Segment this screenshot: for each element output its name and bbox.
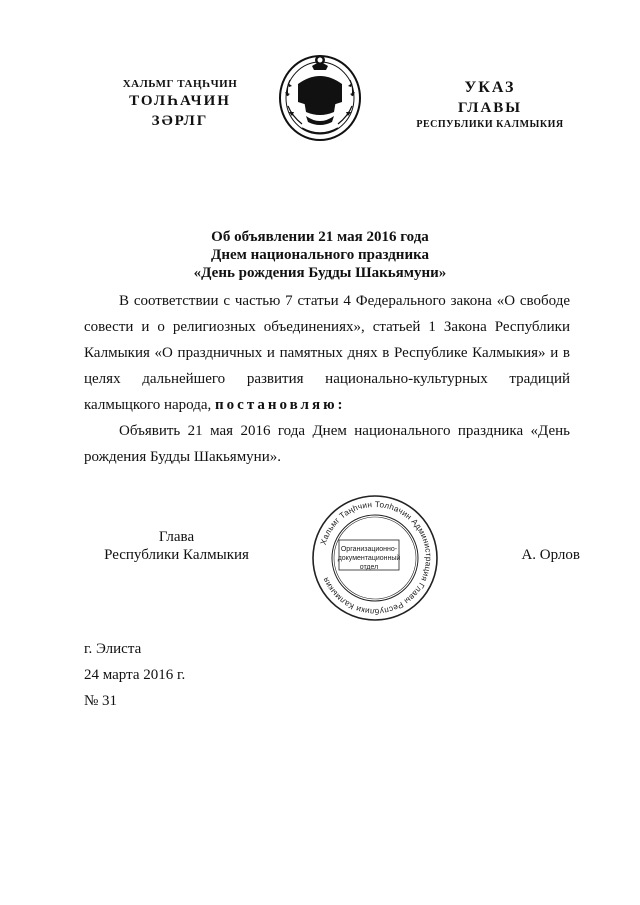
paragraph-1-text: В соответствии с частью 7 статьи 4 Федерального закона «О свободе совести и о религиозных объединениях», статьей 1 Закона Республики Калмыкия «О праздничных и памятных днях в Республике Калмыкия» и в целях дальнейшего развития национально-культурных традиций калмыцкого народа, — [84, 293, 570, 413]
stamp-inner-line3: отдел — [359, 564, 379, 571]
title-line1: Об объявлении 21 мая 2016 года — [211, 229, 429, 245]
footer-city: г. Элиста — [84, 641, 142, 657]
body-paragraph-1 — [84, 288, 570, 418]
official-stamp — [311, 494, 439, 622]
signature-name: А. Орлов — [521, 547, 580, 563]
header-right-block — [395, 78, 585, 131]
header-left-line1: ХАЛЬМГ ТАҢҺЧИН — [122, 78, 238, 90]
footer-date: 24 марта 2016 г. — [84, 667, 186, 683]
header-right-line2: ГЛАВЫ — [457, 100, 523, 116]
header-left-line2: ТОЛҺАЧИН — [129, 93, 231, 109]
header-right-line3: РЕСПУБЛИКИ КАЛМЫКИЯ — [416, 119, 564, 130]
header-left-line3: ЗӘРЛГ — [151, 113, 209, 129]
header-right-line1: УКАЗ — [464, 79, 516, 96]
signature-title-line1: Глава — [158, 529, 195, 545]
title-line3: «День рождения Будды Шакьямуни» — [193, 265, 447, 281]
document-footer — [84, 636, 185, 714]
stamp-inner-line1: Организационно- — [340, 546, 398, 553]
body-paragraph-2: Объявить 21 мая 2016 года Днем национального праздника «День рождения Будды Шакьямуни». — [84, 423, 570, 465]
decree-word: постановляю: — [215, 397, 346, 413]
signature-title — [84, 528, 269, 564]
footer-number: № 31 — [84, 693, 118, 709]
signature-title-line2: Республики Калмыкия — [104, 547, 249, 563]
stamp-ring-text: Хальмг Таңһчин Толһачин Администрация Главы Республики Калмыкия — [318, 499, 434, 617]
stamp-inner-line2: документационный — [337, 555, 401, 562]
header-left-block — [100, 78, 260, 131]
document-title — [100, 228, 540, 282]
coat-of-arms-icon — [276, 50, 364, 142]
title-line2: Днем национального праздника — [211, 247, 429, 263]
